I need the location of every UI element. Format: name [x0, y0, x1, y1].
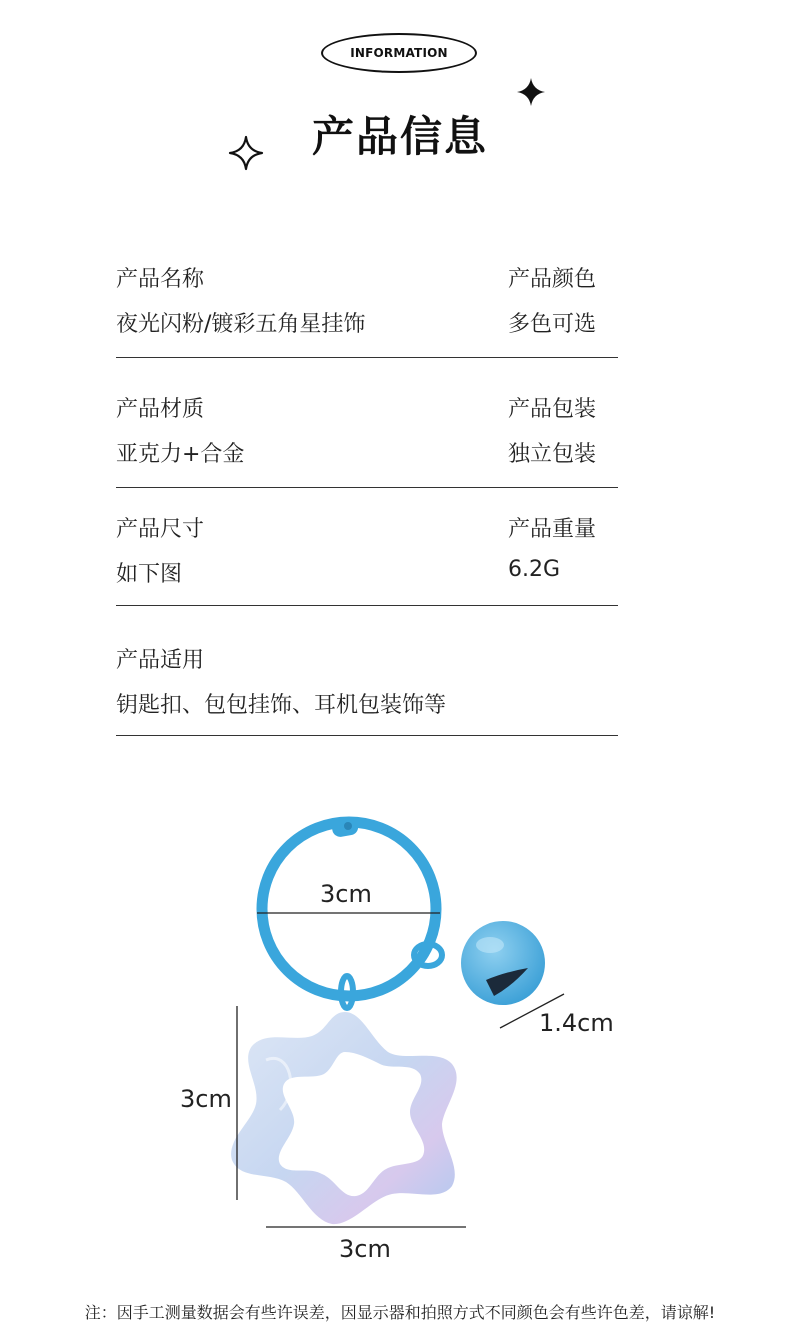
- spec-value-packaging: 独立包装: [508, 442, 597, 467]
- spec-value-weight: 6.2G: [508, 557, 561, 582]
- spec-label-weight: 产品重量: [508, 517, 597, 542]
- star-width-label: 3cm: [339, 1235, 391, 1263]
- spec-value-color: 多色可选: [508, 312, 597, 337]
- information-badge: INFORMATION: [321, 33, 477, 73]
- spec-label-color: 产品颜色: [508, 267, 597, 292]
- ring-diameter-label: 3cm: [320, 880, 372, 908]
- bell: [461, 921, 545, 1005]
- star-pendant: [231, 1012, 457, 1224]
- key-ring: [262, 822, 436, 996]
- spec-label-usage: 产品适用: [116, 648, 205, 673]
- spec-label-name: 产品名称: [116, 267, 205, 292]
- spec-value-size: 如下图: [116, 562, 183, 587]
- spec-value-material: 亚克力+合金: [116, 442, 245, 467]
- spec-label-material: 产品材质: [116, 397, 205, 422]
- spec-label-packaging: 产品包装: [508, 397, 597, 422]
- spec-value-usage: 钥匙扣、包包挂饰、耳机包装饰等: [116, 693, 447, 718]
- spec-value-name: 夜光闪粉/镀彩五角星挂饰: [116, 312, 366, 337]
- bell-diameter-label: 1.4cm: [539, 1009, 614, 1037]
- page-title: 产品信息: [311, 112, 488, 161]
- disclaimer-footnote: 注：因手工测量数据会有些许误差，因显示器和拍照方式不同颜色会有些许色差，请谅解!: [84, 1303, 716, 1322]
- spec-label-size: 产品尺寸: [116, 517, 205, 542]
- star-height-label: 3cm: [180, 1085, 232, 1113]
